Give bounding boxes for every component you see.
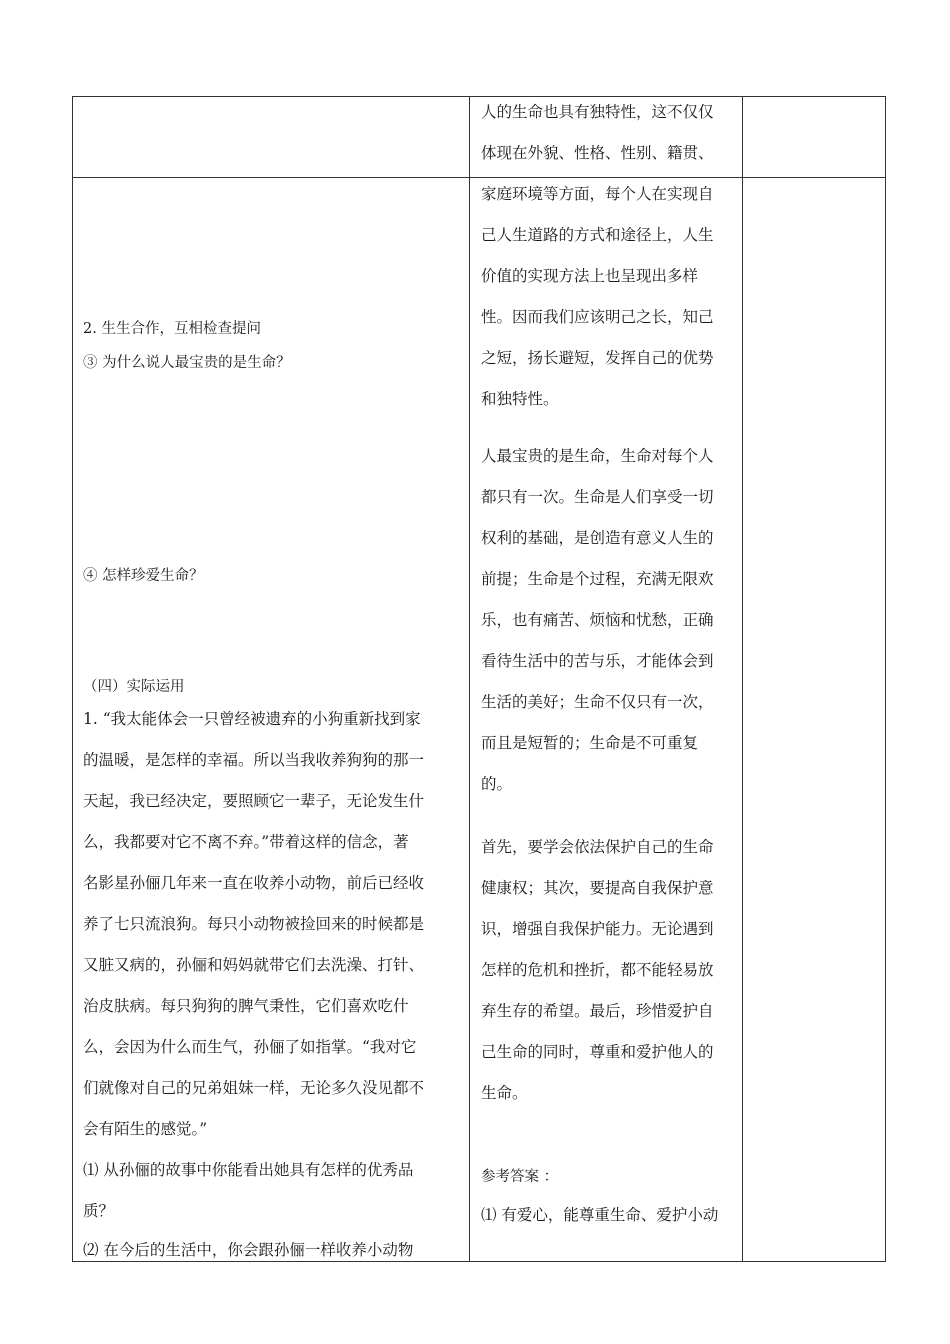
middle-text-line: 前提；生命是个过程，充满无限欢 (481, 570, 714, 588)
middle-text-line: 首先，要学会依法保护自己的生命 (481, 838, 714, 856)
question-item: ⑴ 从孙俪的故事中你能看出她具有怎样的优秀品 (83, 1161, 414, 1179)
question-item: ③ 为什么说人最宝贵的是生命？ (83, 355, 291, 371)
question-item: ⑵ 在今后的生活中，你会跟孙俪一样收养小动物 (83, 1241, 414, 1259)
reference-answer-item: ⑴ 有爱心，能尊重生命、爱护小动 (481, 1206, 719, 1224)
middle-text-line: 弃生存的希望。最后，珍惜爱护自 (481, 1002, 714, 1020)
middle-text-line: 生活的美好；生命不仅只有一次， (481, 693, 714, 711)
middle-text-line: 家庭环境等方面，每个人在实现自 (481, 185, 714, 203)
middle-text-line: 乐，也有痛苦、烦恼和忧愁，正确 (481, 611, 714, 629)
column-divider-right (742, 97, 743, 1261)
middle-text-line: 己生命的同时，尊重和爱护他人的 (481, 1043, 714, 1061)
question-item: ④ 怎样珍爱生命？ (83, 568, 204, 584)
story-text-line: 的温暖，是怎样的幸福。所以当我收养狗狗的那一 (83, 751, 425, 769)
row-divider (73, 177, 885, 178)
middle-text-line: 性。因而我们应该明己之长，知己 (481, 308, 714, 326)
story-text-line: 治皮肤病。每只狗狗的脾气秉性，它们喜欢吃什 (83, 997, 409, 1015)
middle-text-line: 健康权；其次，要提高自我保护意 (481, 879, 714, 897)
story-text-line: 们就像对自己的兄弟姐妹一样，无论多久没见都不 (83, 1079, 425, 1097)
middle-text-line: 识，增强自我保护能力。无论遇到 (481, 920, 714, 938)
middle-text-line: 己人生道路的方式和途径上，人生 (481, 226, 714, 244)
middle-text-line: 生命。 (481, 1084, 528, 1102)
lesson-table (72, 96, 886, 1262)
column-divider-left (469, 97, 470, 1261)
story-text-line: 么，我都要对它不离不弃。”带着这样的信念，著 (83, 833, 409, 851)
middle-text-line: 之短，扬长避短，发挥自己的优势 (481, 349, 714, 367)
middle-text-line: 看待生活中的苦与乐，才能体会到 (481, 652, 714, 670)
middle-text-line: 都只有一次。生命是人们享受一切 (481, 488, 714, 506)
story-text-line: 1. “我太能体会一只曾经被遗弃的小狗重新找到家 (83, 710, 421, 728)
story-text-line: 会有陌生的感觉。” (83, 1120, 208, 1138)
question-item: 质？ (83, 1202, 115, 1220)
section-title: （四）实际运用 (83, 679, 185, 695)
section-title: 2. 生生合作，互相检查提问 (83, 321, 261, 337)
story-text-line: 又脏又病的，孙俪和妈妈就带它们去洗澡、打针、 (83, 956, 425, 974)
middle-text-line: 人最宝贵的是生命，生命对每个人 (481, 447, 714, 465)
middle-text-line: 而且是短暂的；生命是不可重复 (481, 734, 699, 752)
middle-text-line: 权利的基础，是创造有意义人生的 (481, 529, 714, 547)
story-text-line: 名影星孙俪几年来一直在收养小动物，前后已经收 (83, 874, 425, 892)
story-text-line: 天起，我已经决定，要照顾它一辈子，无论发生什 (83, 792, 425, 810)
middle-text-line: 的。 (481, 775, 513, 793)
middle-text-line: 体现在外貌、性格、性别、籍贯、 (481, 144, 714, 162)
story-text-line: 养了七只流浪狗。每只小动物被捡回来的时候都是 (83, 915, 425, 933)
middle-text-line: 人的生命也具有独特性，这不仅仅 (481, 103, 714, 121)
middle-text-line: 价值的实现方法上也呈现出多样 (481, 267, 699, 285)
middle-text-line: 怎样的危机和挫折，都不能轻易放 (481, 961, 714, 979)
reference-answer-label: 参考答案 ： (481, 1169, 559, 1185)
middle-text-line: 和独特性。 (481, 390, 559, 408)
story-text-line: 么，会因为什么而生气，孙俪了如指掌。“我对它 (83, 1038, 417, 1056)
